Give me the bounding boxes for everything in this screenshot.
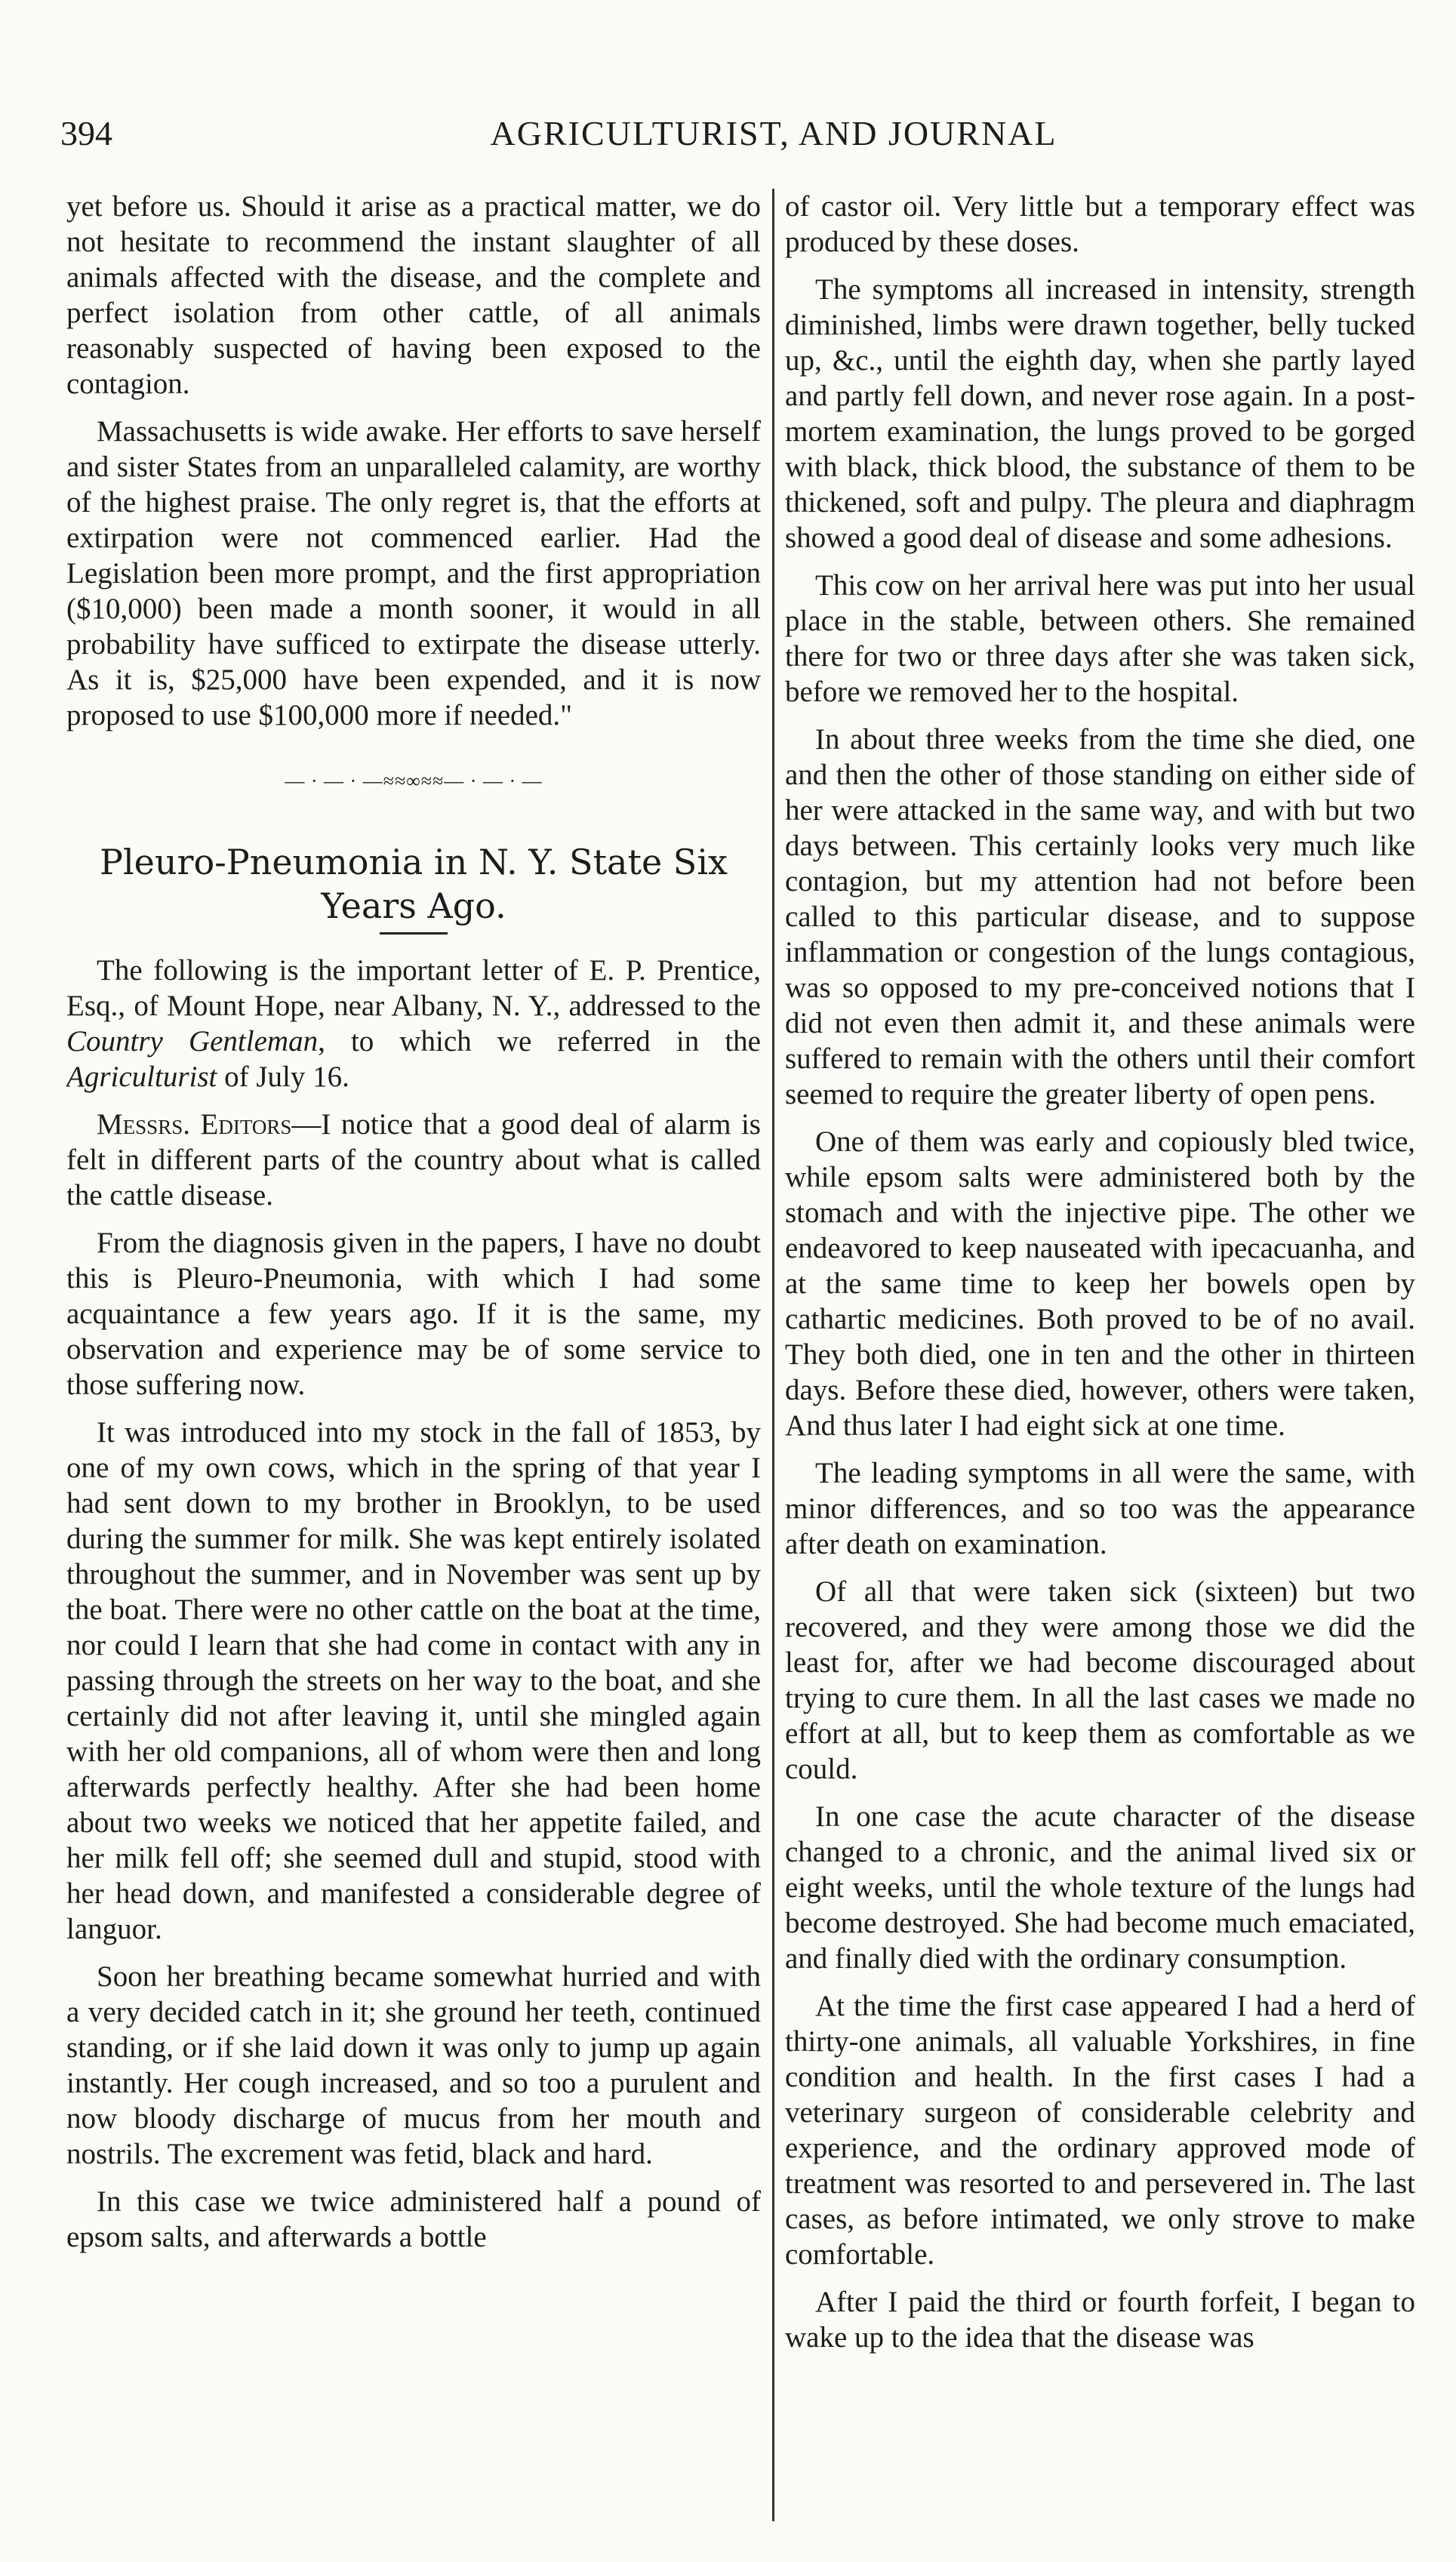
paragraph: In this case we twice administered half a pound of epsom salts, and afterwards a bottle bbox=[66, 2185, 761, 2253]
right-column bbox=[785, 189, 1415, 2521]
paragraph: In about three weeks from the time she died, one and then the other of those standing on either side of her were attacked in the same way, and with but two days between. This certainly looks very much like contagion, but my attention had not before been called to this particular disease, and to suppose inflammation or congestion of the lungs contagious, was so opposed to my pre-conceived notions that I did not even then admit it, and these animals were suffered to remain with the others until their comfort seemed to require the greater liberty of open pens. bbox=[785, 723, 1415, 1110]
paragraph: of castor oil. Very little but a temporary effect was produced by these doses. bbox=[785, 190, 1415, 258]
paragraph: The symptoms all increased in intensity, strength diminished, limbs were drawn together, belly tucked up, &c., until the eighth day, when she partly layed and partly fell down, and never rose again. In a post-mortem examination, the lungs proved to be gorged with black, thick blood, the substance of them to be thickened, soft and pulpy. The pleura and diaphragm showed a good deal of disease and some adhesions. bbox=[785, 273, 1415, 554]
paragraph: Soon her breathing became somewhat hurried and with a very decided catch in it; she ground her teeth, continued standing, or if she laid down it was only to jump up again instantly. Her cough increased, and so too a purulent and now bloody discharge of mucus from her mouth and nostrils. The excrement was fetid, black and hard. bbox=[66, 1960, 761, 2170]
article-lead bbox=[66, 953, 761, 1095]
lead-text: of July 16. bbox=[217, 1061, 349, 1093]
letter-opening bbox=[66, 1107, 761, 1213]
paragraph: Of all that were taken sick (sixteen) but two recovered, and they were among those we did the least for, after we had become discouraged about trying to cure them. In all the last cases we made no effort at all, but to keep them as comfortable as we could. bbox=[785, 1575, 1415, 1785]
paragraph: This cow on her arrival here was put into her usual place in the stable, between others. She remained there for two or three days after she was taken sick, before we removed her to the hospital. bbox=[785, 569, 1415, 708]
paragraph: yet before us. Should it arise as a practical matter, we do not hesitate to recommend the instant slaughter of all animals affected with the disease, and the complete and perfect isolation from other cattle, of all animals reasonably suspected of having been exposed to the contagion. bbox=[66, 190, 761, 400]
paragraph: In one case the acute character of the disease changed to a chronic, and the animal lived six or eight weeks, until the whole texture of the lungs had become destroyed. She had become much emaciated, and finally died with the ordinary consumption. bbox=[785, 1800, 1415, 1975]
lead-paper-name: Country Gentleman bbox=[66, 1025, 319, 1058]
lead-text: , to which we referred in the bbox=[318, 1025, 761, 1058]
paragraph: From the diagnosis given in the papers, I have no doubt this is Pleuro-Pneumonia, with which I had some acquaintance a few years ago. If it is the same, my observation and experience may be of some service to those suffering now. bbox=[66, 1227, 761, 1401]
paragraph: The leading symptoms in all were the same, with minor differences, and so too was the appearance after death on examination. bbox=[785, 1457, 1415, 1560]
column-divider bbox=[772, 189, 774, 2521]
paragraph: At the time the first case appeared I had a herd of thirty-one animals, all valuable Yorkshires, in fine condition and health. In the first cases I had a veterinary surgeon of considerable celebrity and experience, and the ordinary approved mode of treatment was resorted to and persevered in. The last cases, as before intimated, we only strove to make comfortable. bbox=[785, 1990, 1415, 2271]
section-divider-ornament: — · — · —≈≈∞≈≈— · — · — bbox=[285, 770, 543, 792]
paragraph: One of them was early and copiously bled twice, while epsom salts were administered both by the stomach and with the injective pipe. The other we endeavored to keep nauseated with ipecacuanha, and at the same time to keep her bowels open by cathartic medicines. Both proved to be of no avail. They both died, one in ten and the other in thirteen days. Before these died, however, others were taken, And thus later I had eight sick at one time. bbox=[785, 1125, 1415, 1442]
article-title: Pleuro-Pneumonia in N. Y. State Six Years Ago. bbox=[100, 842, 728, 926]
title-rule bbox=[380, 932, 448, 935]
lead-text: The following is the important letter of E. P. Prentice, Esq., of Mount Hope, near Albany, N. Y., addressed to the bbox=[66, 954, 761, 1022]
lead-journal-name: Agriculturist bbox=[66, 1061, 217, 1093]
salutation: Messrs. Editors bbox=[97, 1108, 292, 1141]
paragraph: It was introduced into my stock in the fall of 1853, by one of my own cows, which in the spring of that year I had sent down to my brother in Brooklyn, to be used during the summer for milk. She was kept entirely isolated throughout the summer, and in November was sent up by the boat. There were no other cattle on the boat at the time, nor could I learn that she had come in contact with any in passing through the streets on her way to the boat, and she certainly did not after leaving it, until she mingled again with her old companions, all of whom were then and long afterwards perfectly healthy. After she had been home about two weeks we noticed that her appetite failed, and her milk fell off; she seemed dull and stupid, stood with her head down, and manifested a considerable degree of languor. bbox=[66, 1416, 761, 1945]
running-head: AGRICULTURIST, AND JOURNAL bbox=[490, 114, 1057, 152]
letter-text: —I notice that a good deal of alarm is felt in different parts of the country about what is called the cattle disease. bbox=[66, 1108, 761, 1212]
left-column bbox=[66, 189, 761, 2521]
page-header bbox=[60, 113, 1396, 159]
paragraph: After I paid the third or fourth forfeit, I began to wake up to the idea that the disease was bbox=[785, 2286, 1415, 2354]
page-number: 394 bbox=[60, 114, 112, 152]
paragraph: Massachusetts is wide awake. Her efforts to save herself and sister States from an unparalleled calamity, are worthy of the highest praise. The only regret is, that the efforts at extirpation were not commenced earlier. Had the Legislation been more prompt, and the first appropriation ($10,000) been made a month sooner, it would in all probability have sufficed to extirpate the disease utterly. As it is, $25,000 have been expended, and it is now proposed to use $100,000 more if needed." bbox=[66, 415, 761, 731]
